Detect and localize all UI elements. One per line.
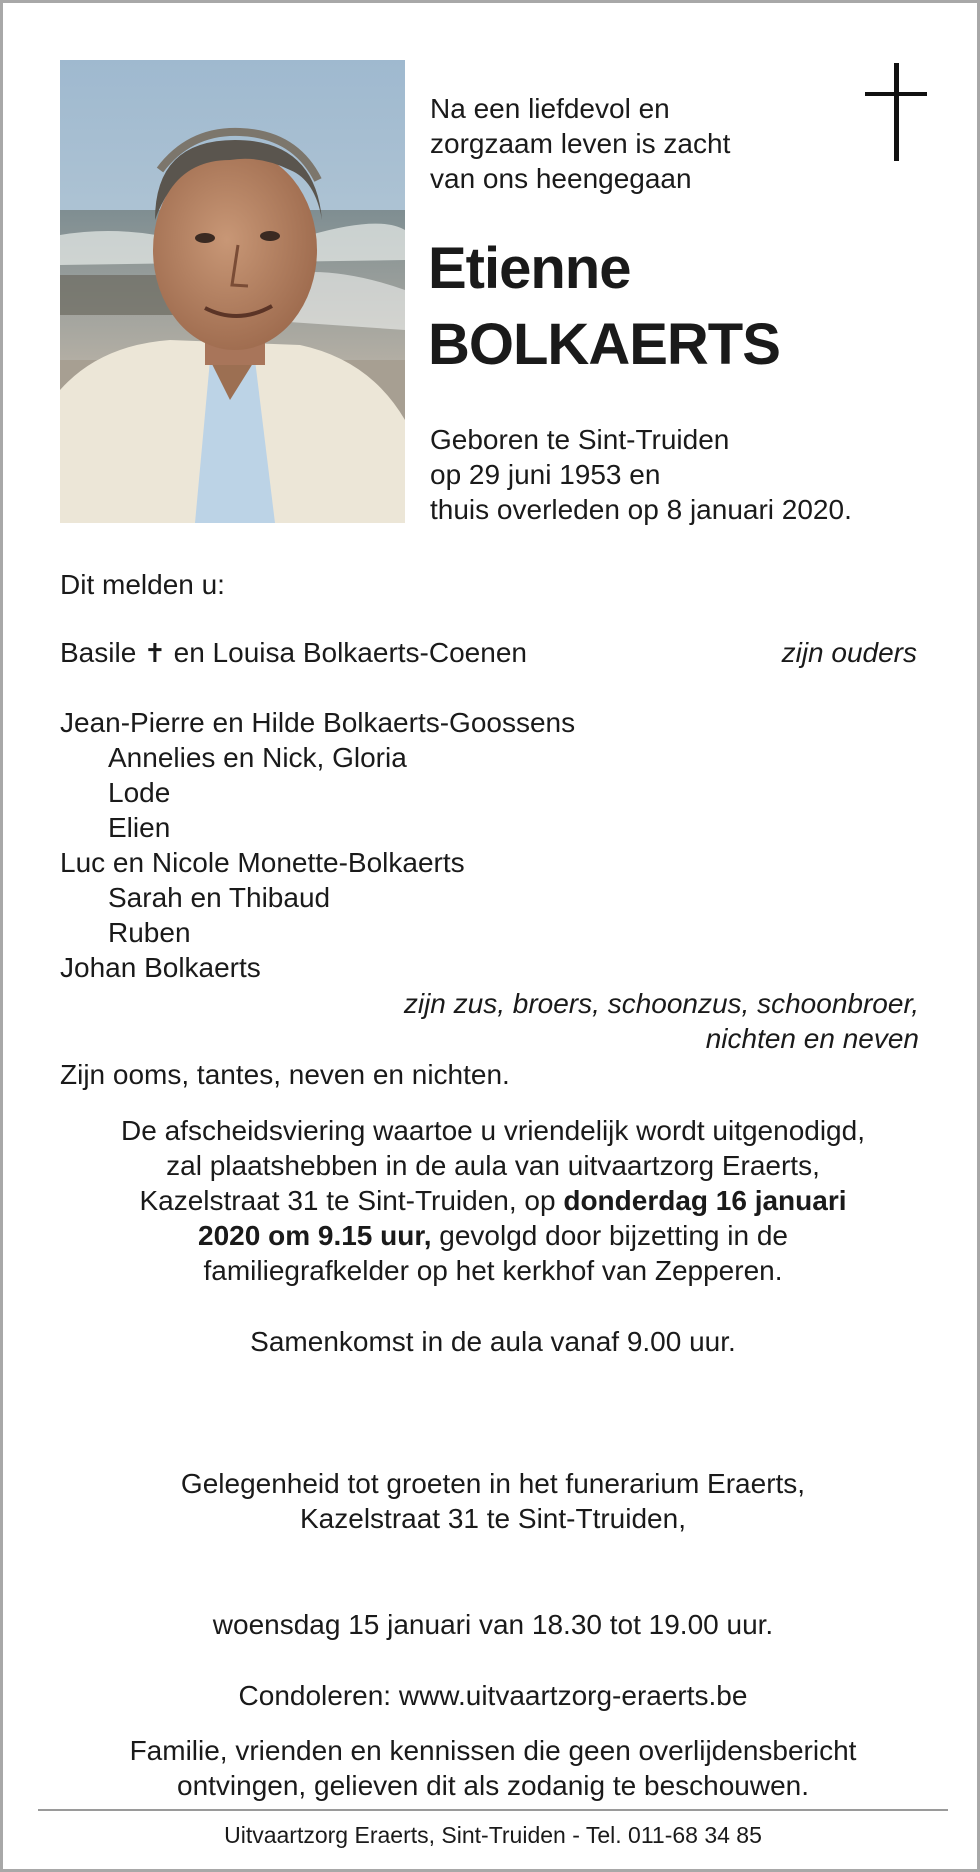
intro-line: van ons heengegaan [430, 163, 692, 194]
birth-line: thuis overleden op 8 januari 2020. [430, 494, 852, 525]
family-line: Sarah en Thibaud [108, 882, 331, 913]
family-line: Jean-Pierre en Hilde Bolkaerts-Goossens [60, 707, 576, 738]
birth-line: op 29 juni 1953 en [430, 459, 661, 490]
family-line: Elien [108, 812, 171, 843]
father-name: Basile [60, 637, 137, 668]
cross-icon [865, 63, 927, 163]
family-line: Ruben [108, 917, 191, 948]
family-line: Luc en Nicole Monette-Bolkaerts [60, 847, 465, 878]
condolence-link: Condoleren: www.uitvaartzorg-eraerts.be [238, 1680, 748, 1711]
ceremony-line [33, 1183, 953, 1218]
mother-name: en Louisa Bolkaerts-Coenen [173, 637, 527, 668]
notice-line: ontvingen, gelieven dit als zodanig te beschouwen. [177, 1770, 809, 1801]
last-name: BOLKAERTS [428, 312, 780, 377]
ceremony-time: 2020 om 9.15 uur, [198, 1220, 432, 1251]
family-line: Lode [108, 777, 171, 808]
ceremony-burial: gevolgd door bijzetting in de [431, 1220, 788, 1251]
parents-line [60, 635, 527, 671]
intro-line: zorgzaam leven is zacht [430, 128, 731, 159]
notice-line: Familie, vrienden en kennissen die geen overlijdensbericht [129, 1735, 857, 1766]
family-role: zijn zus, broers, schoonzus, schoonbroer, [403, 988, 919, 1019]
gathering-text: Samenkomst in de aula vanaf 9.00 uur. [250, 1326, 736, 1357]
intro-line: Na een liefdevol en [430, 93, 670, 124]
announce-text: Dit melden u: [60, 569, 225, 600]
family-line: Annelies en Nick, Gloria [108, 742, 407, 773]
ceremony-line: De afscheidsviering waartoe u vriendelijk wordt uitgenodigd, [121, 1115, 865, 1146]
family-line: Johan Bolkaerts [60, 952, 261, 983]
visitation-time: woensdag 15 januari van 18.30 tot 19.00 uur. [212, 1609, 774, 1640]
ceremony-line [33, 1218, 953, 1253]
small-cross-icon: ✝ [144, 638, 166, 668]
ceremony-text [33, 1113, 953, 1288]
parents-role: zijn ouders [781, 637, 917, 668]
visitation-line: Kazelstraat 31 te Sint-Ttruiden, [300, 1503, 686, 1534]
visitation-text [33, 1466, 953, 1536]
deceased-name [428, 231, 780, 383]
family-role: nichten en neven [705, 1023, 919, 1054]
visitation-line: Gelegenheid tot groeten in het funerarium Eraerts, [180, 1468, 806, 1499]
extended-family: Zijn ooms, tantes, neven en nichten. [60, 1059, 510, 1090]
ceremony-date: donderdag 16 januari [563, 1185, 847, 1216]
portrait-photo [60, 60, 405, 523]
first-name: Etienne [428, 236, 631, 301]
birth-details [430, 422, 852, 527]
ceremony-address: Kazelstraat 31 te Sint-Truiden, op [139, 1185, 564, 1216]
footer-divider [38, 1809, 948, 1811]
footer-text: Uitvaartzorg Eraerts, Sint-Truiden - Tel. 011-68 34 85 [224, 1822, 762, 1848]
birth-line: Geboren te Sint-Truiden [430, 424, 730, 455]
ceremony-line: zal plaatshebben in de aula van uitvaartzorg Eraerts, [166, 1150, 820, 1181]
intro-text [430, 91, 730, 196]
portrait-illustration [60, 60, 405, 523]
notice-text [33, 1733, 953, 1803]
ceremony-line: familiegrafkelder op het kerkhof van Zepperen. [203, 1255, 783, 1286]
